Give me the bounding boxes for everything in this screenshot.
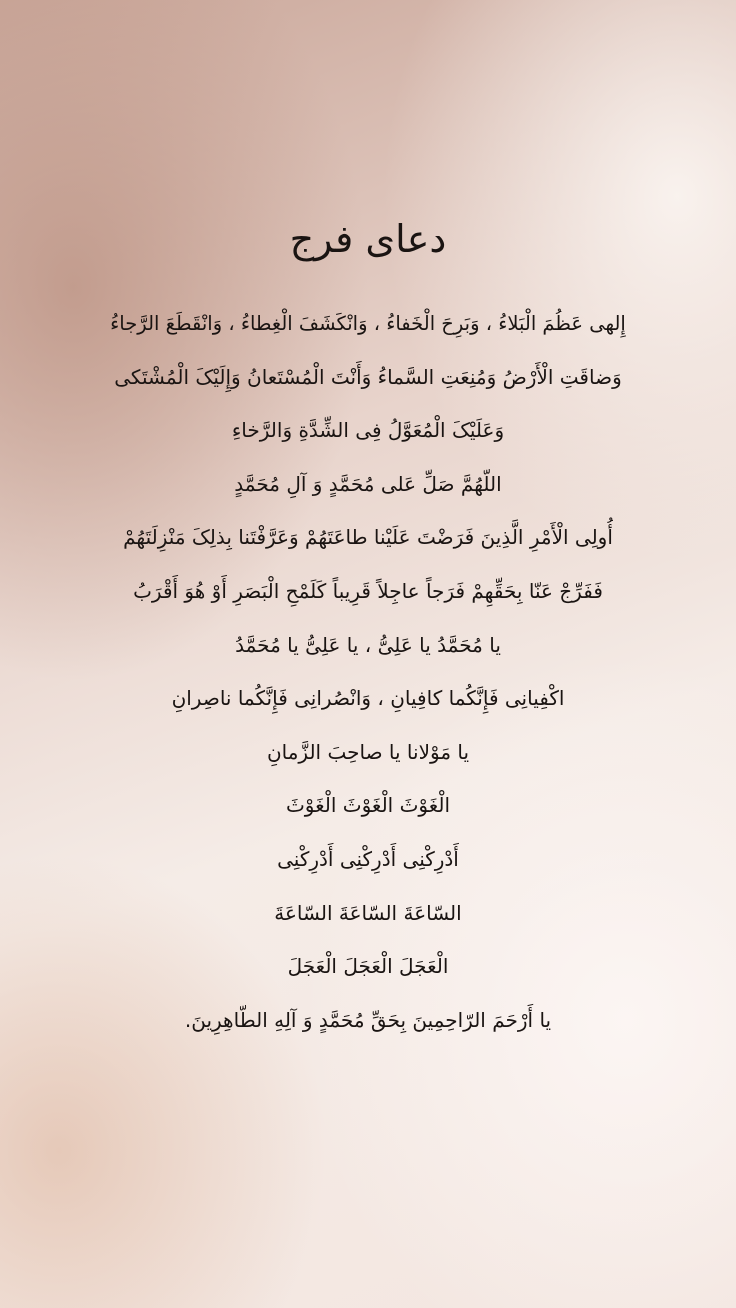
prayer-line: یا أَرْحَمَ الرّاحِمِینَ بِحَقِّ مُحَمَّدٍ وَ آلِهِ الطّاهِرِینَ. <box>184 1007 552 1032</box>
prayer-text <box>110 297 626 1047</box>
prayer-line: وَعَلَیْکَ الْمُعَوَّلُ فِی الشِّدَّةِ وَالرَّخاءِ <box>231 418 505 443</box>
prayer-line: الْعَجَلَ الْعَجَلَ الْعَجَلَ <box>287 954 449 979</box>
prayer-line: اللّهُمَّ صَلِّ عَلی مُحَمَّدٍ وَ آلِ مُحَمَّدٍ <box>234 471 502 496</box>
prayer-line: أَدْرِکْنِی أَدْرِکْنِی أَدْرِکْنِی <box>277 846 459 871</box>
prayer-line: السّاعَةَ السّاعَةَ السّاعَةَ <box>274 900 462 925</box>
prayer-line: وَضاقَتِ الْأَرْضُ وَمُنِعَتِ السَّماءُ وَأَنْتَ الْمُسْتَعانُ وَإِلَیْکَ الْمُشْتَکی <box>114 364 622 389</box>
prayer-line: الْغَوْثَ الْغَوْثَ الْغَوْثَ <box>285 793 451 818</box>
prayer-line: إِلهی عَظُمَ الْبَلاءُ ، وَبَرِحَ الْخَفاءُ ، وَانْکَشَفَ الْغِطاءُ ، وَانْقَطَعَ الرَّجاءُ <box>110 312 626 335</box>
prayer-line: یا مُحَمَّدُ یا عَلِیُّ ، یا عَلِیُّ یا مُحَمَّدُ <box>235 632 501 657</box>
prayer-line: فَفَرِّجْ عَنّا بِحَقِّهِمْ فَرَجاً عاجِلاً قَرِیباً کَلَمْحِ الْبَصَرِ أَوْ هُوَ أَقْرَبُ <box>133 578 603 603</box>
prayer-line: أُولِی الْأَمْرِ الَّذِینَ فَرَضْتَ عَلَیْنا طاعَتَهُمْ وَعَرَّفْتَنا بِذلِکَ مَنْزِلَتَهُمْ <box>123 525 613 550</box>
prayer-title: دعای فرج <box>289 217 447 262</box>
prayer-line: اکْفِیانِی فَإِنَّکُما کافِیانِ ، وَانْصُرانِی فَإِنَّکُما ناصِرانِ <box>171 686 565 711</box>
prayer-line: یا مَوْلانا یا صاحِبَ الزَّمانِ <box>266 739 470 764</box>
